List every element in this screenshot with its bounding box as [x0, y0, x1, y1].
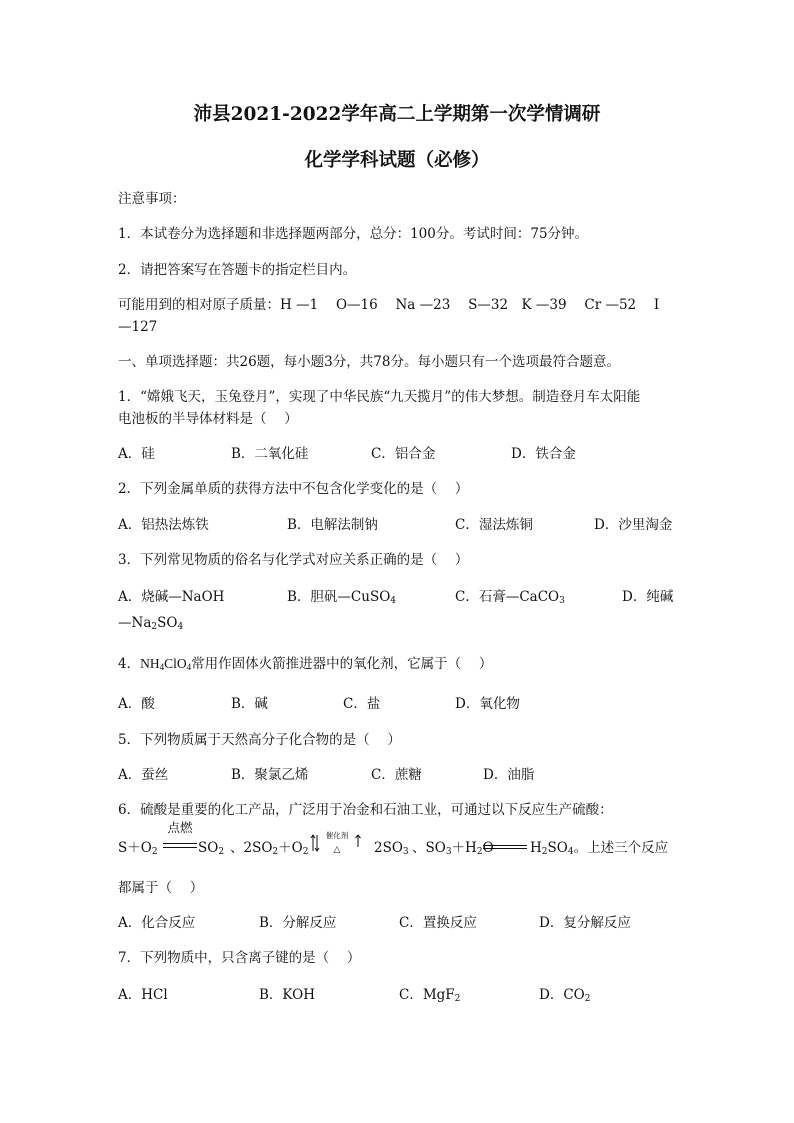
q6-option-b: B．分解反应 — [259, 915, 337, 931]
q2-option-c: C．湿法炼铜 — [455, 517, 533, 533]
reversible-arrow-icon — [310, 833, 320, 853]
q3-option-b: B．胆矾—CuSO$_4$ — [287, 589, 396, 606]
q6-equals-sign — [483, 840, 527, 852]
q6-condition-ignite: 点燃 — [162, 821, 198, 855]
q1-option-c: C．铝合金 — [371, 446, 436, 462]
exam-subtitle: 化学学科试题（必修） — [304, 150, 490, 171]
q7-option-b: B．KOH — [259, 987, 315, 1003]
q6-eq-so3-h2o: 、$SO_3+H_2O$ — [412, 840, 494, 857]
q6-stem-line3: 都属于（ ） — [118, 880, 204, 896]
q6-condition-catalyst: 催化剂 △ — [310, 829, 366, 859]
notes-heading: 注意事项： — [118, 191, 186, 207]
q2-option-b: B．电解法制钠 — [287, 517, 378, 533]
q6-option-c: C．置换反应 — [399, 915, 477, 931]
q7-option-c: C．MgF$_2$ — [399, 987, 461, 1004]
q3-option-d: D．纯碱 — [622, 589, 674, 605]
q3-option-c: C．石膏—CaCO$_3$ — [455, 589, 565, 606]
q3-option-d-formula: $—Na_2SO_4$ — [118, 615, 184, 632]
q5-option-a: A．蚕丝 — [118, 767, 169, 783]
q7-stem: 7．下列物质中，只含离子键的是（ ） — [118, 950, 361, 966]
note-item-2: 2．请把答案写在答题卡的指定栏目内。 — [118, 262, 357, 278]
q6-option-d: D．复分解反应 — [539, 915, 631, 931]
q4-stem: 4．$NH_4ClO_4$常用作固体火箭推进器中的氧化剂，它属于（ ） — [118, 656, 493, 672]
q6-eq-s-o2: $S+O_2$ — [118, 840, 158, 857]
q6-eq-2so3: $2SO_3$ — [374, 840, 409, 857]
q3-option-a: A．烧碱—NaOH — [118, 589, 225, 605]
q6-option-a: A．化合反应 — [118, 915, 196, 931]
q1-stem-line2: 电池板的半导体材料是（ ） — [118, 411, 298, 427]
arrow-icon — [354, 833, 362, 847]
q3-stem: 3．下列常见物质的俗名与化学式对应关系正确的是（ ） — [118, 552, 469, 568]
q4-option-a: A．酸 — [118, 696, 155, 712]
q5-option-b: B．聚氯乙烯 — [231, 767, 309, 783]
q4-option-c: C．盐 — [343, 696, 381, 712]
q6-stem-line1: 6．硫酸是重要的化工产品，广泛用于冶金和石油工业，可通过以下反应生产硫酸： — [118, 802, 613, 818]
q5-option-c: C．蔗糖 — [371, 767, 422, 783]
q1-stem-line1: 1．“嫦娥飞天，玉兔登月”，实现了中华民族“九天揽月”的伟大梦想。制造登月车太阳能 — [118, 389, 641, 405]
exam-title: 沛县2021-2022学年高二上学期第一次学情调研 — [193, 104, 601, 125]
q6-eq-2so2-o2: 、$2SO_2+O_2$ — [230, 840, 309, 857]
section-heading: 一、单项选择题：共26题，每小题3分，共78分。每小题只有一个选项最符合题意。 — [118, 354, 620, 370]
q7-option-a: A．HCl — [118, 987, 168, 1003]
q1-option-a: A．硅 — [118, 446, 155, 462]
q6-eq-so2: $SO_2$ — [198, 840, 225, 857]
q2-option-a: A．铝热法炼铁 — [118, 517, 209, 533]
q2-option-d: D．沙里淘金 — [594, 517, 673, 533]
atomic-mass-line-2: —127 — [118, 319, 158, 335]
q7-option-d: D．$CO_2$ — [539, 987, 591, 1004]
q4-option-b: B．碱 — [231, 696, 268, 712]
q6-eq-h2so4: $H_2SO_4$。上述三个反应 — [530, 840, 669, 857]
q5-option-d: D．油脂 — [483, 767, 535, 783]
note-item-1: 1．本试卷分为选择题和非选择题两部分，总分：100分。考试时间：75分钟。 — [118, 226, 589, 242]
q1-option-b: B．二氧化硅 — [231, 446, 309, 462]
q5-stem: 5．下列物质属于天然高分子化合物的是（ ） — [118, 732, 401, 748]
q4-option-d: D．氧化物 — [455, 696, 520, 712]
atomic-mass-line-1: 可能用到的相对原子质量：H —1 O—16 Na —23 S—32 K —39 Cr —52 I — [118, 297, 660, 313]
q2-stem: 2．下列金属单质的获得方法中不包含化学变化的是（ ） — [118, 481, 469, 497]
q1-option-d: D．铁合金 — [511, 446, 576, 462]
